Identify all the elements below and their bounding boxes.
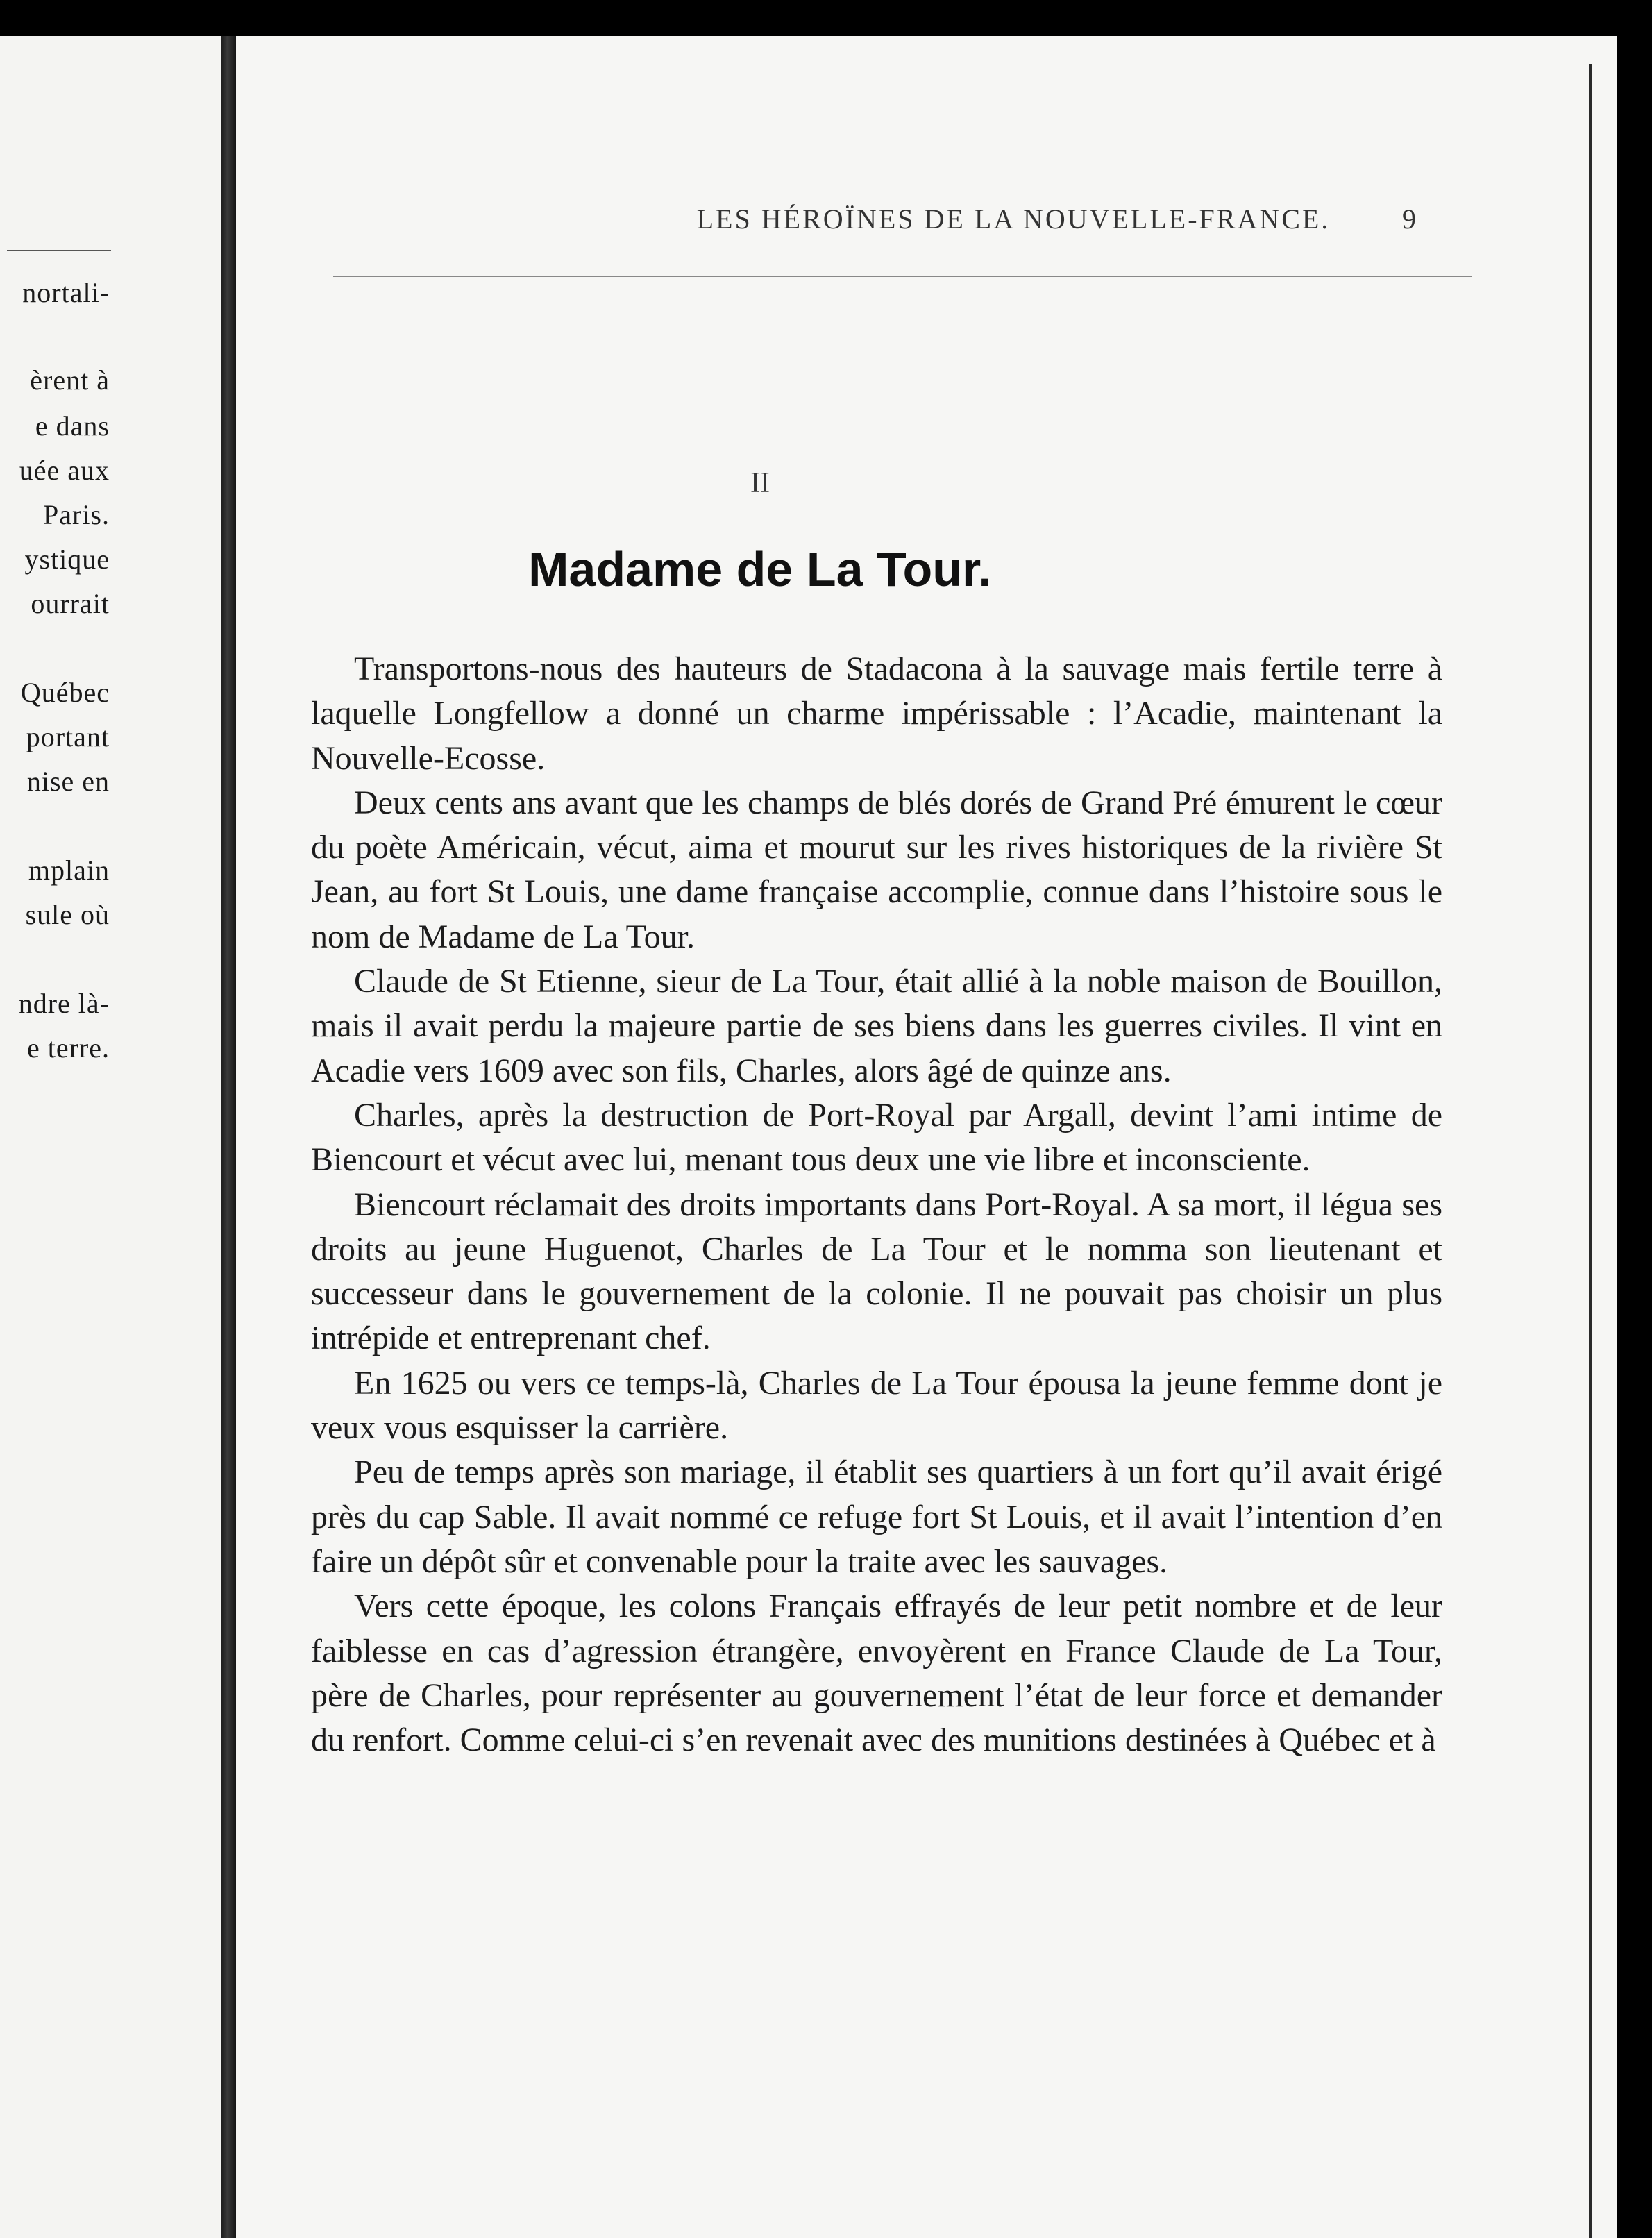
left-page-line: Québec <box>20 677 110 708</box>
left-page-line: sule où <box>25 899 110 930</box>
left-page-line: èrent à <box>30 364 110 396</box>
left-page-fragment <box>0 36 221 2238</box>
book-gutter <box>221 36 236 2238</box>
left-page-line: ystique <box>24 544 110 575</box>
paragraph: Peu de temps après son mariage, il établit ses quartiers à un fort qu’il avait érigé près du cap Sable. Il avait nommé ce refuge fort St Louis, et il avait l’intention d’en faire un dépôt sûr et convenable pour la traite avec les sauvages. <box>311 1454 1442 1580</box>
paragraph: Transportons-nous des hauteurs de Stadacona à la sauvage mais fertile terre à laquelle Longfellow a donné un charme impérissable : l’Acadie, maintenant la Nouvelle-Ecosse. <box>311 650 1442 777</box>
left-page-rule <box>7 250 111 251</box>
paragraph: Deux cents ans avant que les champs de blés dorés de Grand Pré émurent le cœur du poète Américain, vécut, aima et mourut sur les rives historiques de la rivière St Jean, au fort St Louis, une dame française accomplie, connue dans l’histoire sous le nom de Madame de La Tour. <box>311 784 1442 955</box>
page-edge-line <box>1589 64 1592 2238</box>
left-page-line: e terre. <box>26 1032 110 1063</box>
left-page-line: e dans <box>35 410 110 441</box>
paragraph: Charles, après la destruction de Port-Royal par Argall, devint l’ami intime de Biencourt et vécut avec lui, menant tous deux une vie libre et inconsciente. <box>311 1096 1442 1179</box>
scan-right-border <box>1617 36 1652 2238</box>
paragraph: Vers cette époque, les colons Français effrayés de leur petit nombre et de leur faiblesse en cas d’agression étrangère, envoyèrent en France Claude de La Tour, père de Charles, pour représenter au gouvernement l’état de leur force et demander du renfort. Comme celui-ci s’en revenait avec des munitions destinées à Québec et à <box>311 1588 1442 1759</box>
page-number: 9 <box>1402 203 1416 235</box>
paragraph: En 1625 ou vers ce temps-là, Charles de La Tour épousa la jeune femme dont je veux vous esquisser la carrière. <box>311 1364 1442 1447</box>
paragraph: Claude de St Etienne, sieur de La Tour, était allié à la noble maison de Bouillon, mais il avait perdu la majeure partie de ses biens dans les guerres civiles. Il vint en Acadie vers 1609 avec son fils, Charles, alors âgé de quinze ans. <box>311 963 1442 1089</box>
chapter-title: Madame de La Tour. <box>528 542 992 596</box>
left-page-line: nortali- <box>22 277 110 308</box>
left-page-line: uée aux <box>19 455 110 486</box>
header-rule <box>333 276 1472 277</box>
right-page <box>236 36 1617 2238</box>
left-page-line: mplain <box>28 855 110 886</box>
chapter-number: II <box>750 467 770 499</box>
body-text <box>311 647 1442 1762</box>
scan-top-border <box>0 0 1652 36</box>
left-page-line: nise en <box>26 766 110 797</box>
paragraph: Biencourt réclamait des droits importants dans Port-Royal. A sa mort, il légua ses droits au jeune Huguenot, Charles de La Tour et le nomma son lieutenant et successeur dans le gouvernement de la colonie. Il ne pouvait pas choisir un plus intrépide et entreprenant chef. <box>311 1186 1442 1357</box>
running-head: LES HÉROÏNES DE LA NOUVELLE-FRANCE. <box>696 203 1331 235</box>
left-page-line: portant <box>26 721 110 752</box>
left-page-line: ourrait <box>31 588 110 619</box>
left-page-line: Paris. <box>43 499 110 530</box>
left-page-line: ndre là- <box>18 988 110 1019</box>
